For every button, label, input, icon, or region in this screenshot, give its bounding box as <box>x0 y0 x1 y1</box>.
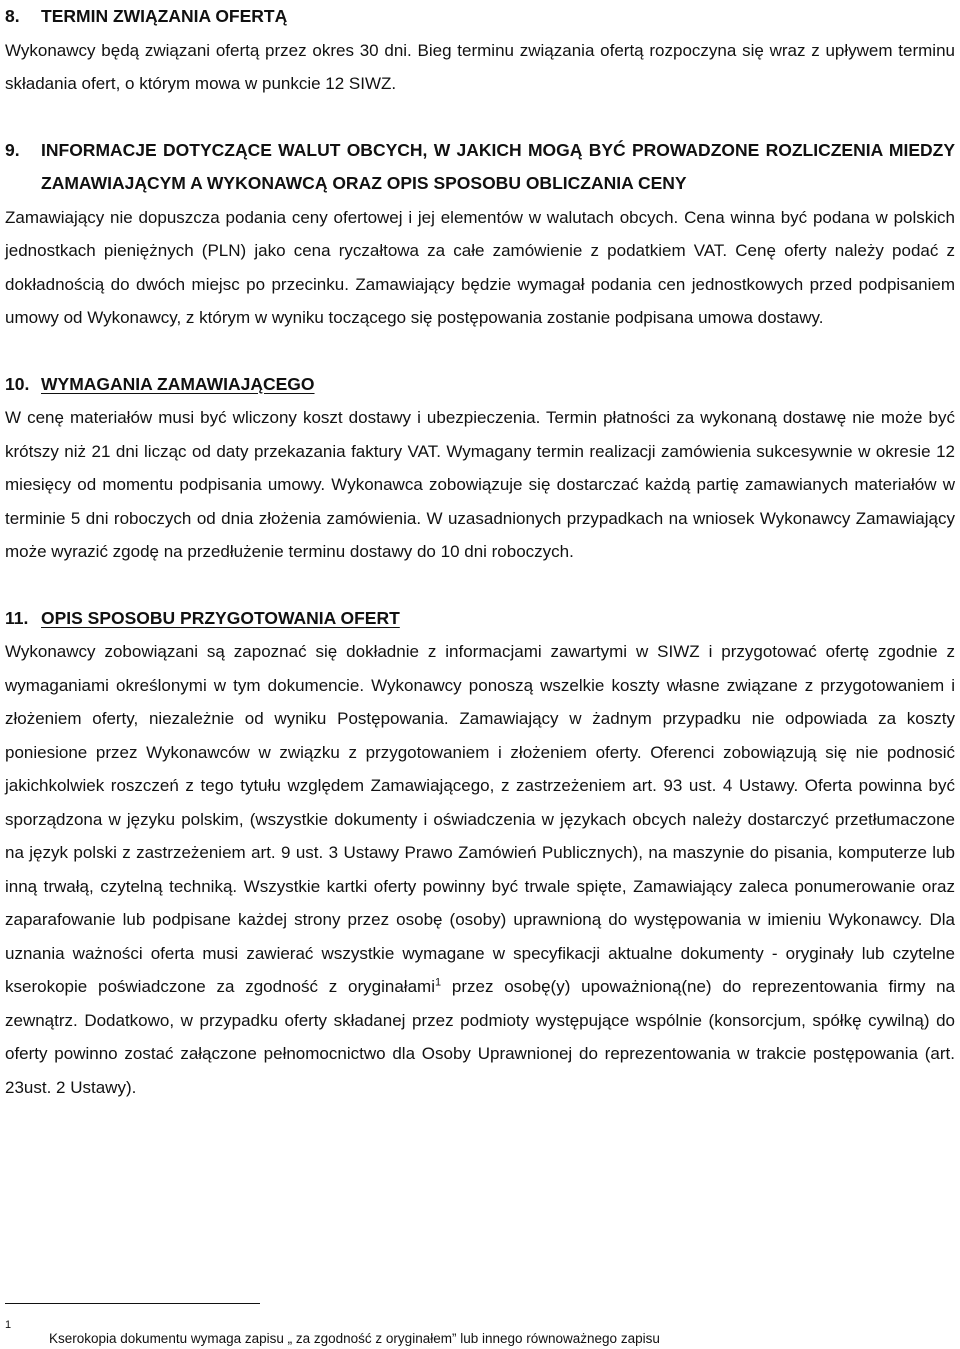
section-10-body: W cenę materiałów musi być wliczony koszt dostawy i ubezpieczenia. Termin płatności za wykonaną dostawę nie może być krótszy niż 21 dni licząc od daty przekazania faktury VAT. Wymagany termin realizacji zamówienia sukcesywnie w okresie 12 miesięcy od momentu podpisania umowy. Wykonawca zobowiązuje się dostarczać każdą partię zamawianych materiałów w terminie 5 dni roboczych od dnia złożenia zamówienia. W uzasadnionych przypadkach na wniosek Wykonawcy Zamawiający może wyrazić zgodę na przedłużenie terminu dostawy do 10 dni roboczych. <box>5 408 955 561</box>
section-9-body: Zamawiający nie dopuszcza podania ceny ofertowej i jej elementów w walutach obcych. Cena winna być podana w polskich jednostkach pieniężnych (PLN) jako cena ryczałtowa za całe zamówienie z podatkiem VAT. Cenę oferty należy podać z dokładnością do dwóch miejsc po przecinku. Zamawiający będzie wymagał podania cen jednostkowych przed podpisaniem umowy od Wykonawcy, z którym w wyniku toczącego się postępowania zostanie podpisana umowa dostawy. <box>5 207 955 327</box>
footnote-separator <box>5 1303 260 1304</box>
spacer <box>5 569 955 602</box>
body-text-part-2: przez osobę(y) upoważnioną(ne) do reprezentowania firmy na zewnątrz. Dodatkowo, w przypadku oferty składanej przez podmioty występujące wspólnie (konsorcjum, spółkę cywilną) do oferty powinno zostać załączone pełnomocnictwo dla Osoby Uprawnionej do reprezentowania w trakcie postępowania (art. 23ust. 2 Ustawy). <box>5 977 955 1097</box>
spacer <box>5 101 955 134</box>
section-title: WYMAGANIA ZAMAWIAJĄCEGO <box>41 373 315 394</box>
section-10-heading <box>5 368 955 402</box>
section-title: TERMIN ZWIĄZANIA OFERTĄ <box>41 6 288 26</box>
spacer <box>5 335 955 368</box>
footnote-reference[interactable]: 1 <box>434 976 442 989</box>
section-number: 8. <box>5 6 20 26</box>
section-number: 11. <box>5 607 29 628</box>
section-8-body: Wykonawcy będą związani ofertą przez okres 30 dni. Bieg terminu związania ofertą rozpoczyna się wraz z upływem terminu składania ofert, o którym mowa w punkcie 12 SIWZ. <box>5 40 955 93</box>
section-number: 10. <box>5 373 30 394</box>
footnote-text: Kserokopia dokumentu wymaga zapisu „ za zgodność z oryginałem” lub innego równoważnego zapisu <box>49 1331 660 1346</box>
section-9-heading <box>5 134 955 201</box>
section-title: INFORMACJE DOTYCZĄCE WALUT OBCYCH, W JAKICH MOGĄ BYĆ PROWADZONE ROZLICZENIA MIEDZY ZAMAWIAJĄCYM A WYKONAWCĄ ORAZ OPIS SPOSOBU OBLICZANIA CENY <box>41 139 955 193</box>
section-11-heading <box>5 602 955 636</box>
section-number: 9. <box>5 139 20 160</box>
footnote-number: 1 <box>5 1319 12 1331</box>
section-8-heading <box>5 0 955 34</box>
footnote <box>5 1318 945 1349</box>
section-title: OPIS SPOSOBU PRZYGOTOWANIA OFERT <box>41 607 400 628</box>
body-text-part-1: Wykonawcy zobowiązani są zapoznać się dokładnie z informacjami zawartymi w SIWZ i przygotować ofertę zgodnie z wymaganiami określonymi w tym dokumencie. Wykonawcy ponoszą wszelkie koszty własne związane z przygotowaniem i złożeniem oferty, niezależnie od wyniku Postępowania. Zamawiający w żadnym przypadku nie odpowiada za koszty poniesione przez Wykonawców w związku z przygotowaniem i złożeniem oferty. Oferenci zobowiązują się nie podnosić jakichkolwiek roszczeń z tego tytułu względem Zamawiającego, z zastrzeżeniem art. 93 ust. 4 Ustawy. Oferta powinna być sporządzona w języku polskim, (wszystkie dokumenty i oświadczenia w językach obcych należy dostarczyć przetłumaczone na język polski z zastrzeżeniem art. 9 ust. 3 Ustawy Prawo Zamówień Publicznych), na maszynie do pisania, komputerze lub inną trwałą, czytelną techniką. Wszystkie kartki oferty powinny być trwale spięte, Zamawiający zaleca ponumerowanie oraz zaparafowanie lub podpisane każdej strony przez osobę (osoby) uprawnioną do występowania w imieniu Wykonawcy. Dla uznania ważności oferta musi zawierać wszystkie wymagane w specyfikacji aktualne dokumenty - oryginały lub czytelne kserokopie poświadczone za zgodność z oryginałami <box>5 642 955 996</box>
section-11-body <box>5 635 955 1104</box>
